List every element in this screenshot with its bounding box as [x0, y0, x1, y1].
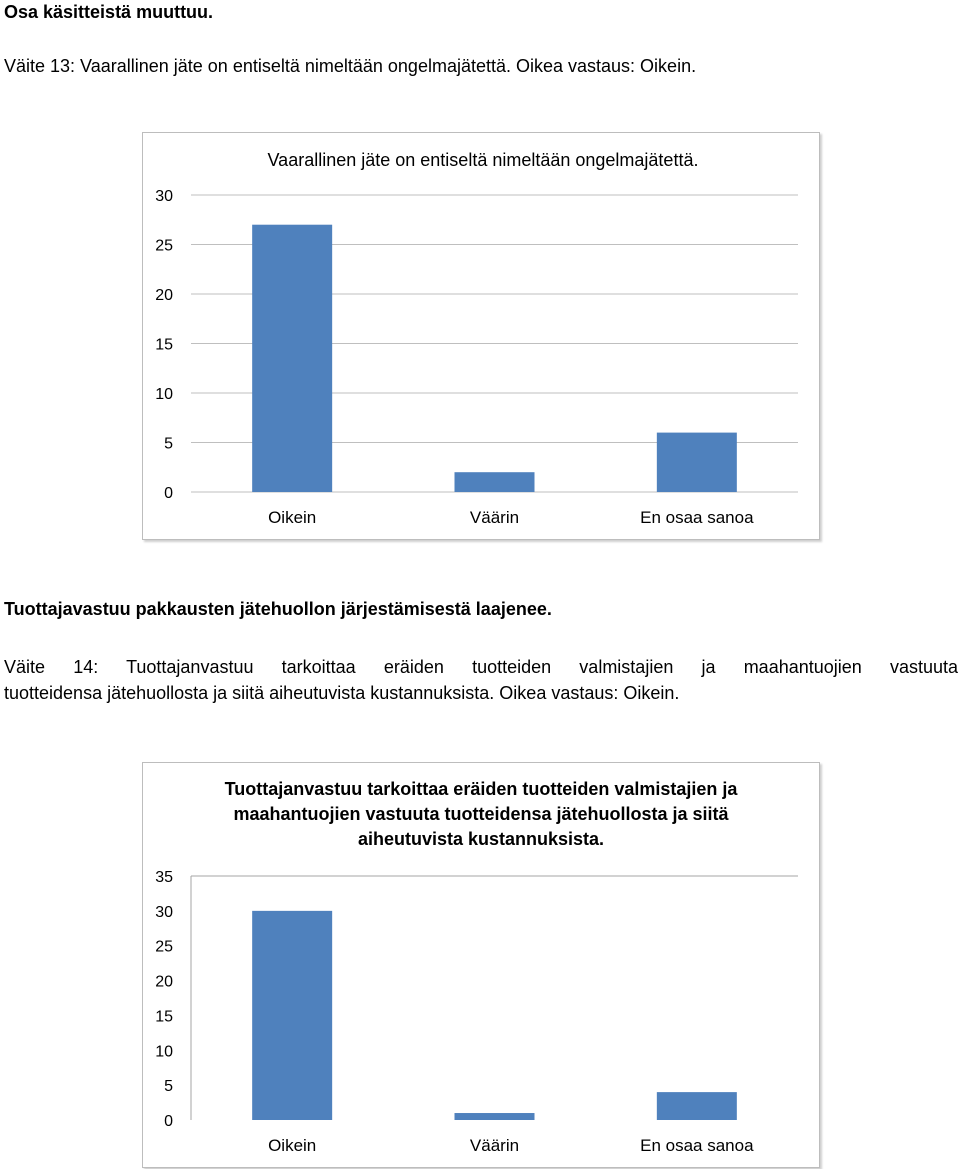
bar [455, 1113, 535, 1120]
bar-chart [143, 763, 819, 1167]
y-tick-label: 20 [155, 973, 173, 991]
statement-text: Väite 13: Vaarallinen jäte on entiseltä nimeltään ongelmajätettä. Oikea vastaus: Oikein. [4, 56, 697, 76]
y-tick-label: 25 [155, 938, 173, 956]
chart-2 [142, 762, 820, 1168]
y-tick-label: 20 [155, 287, 173, 304]
section-heading: Osa käsitteistä muuttuu. [4, 2, 214, 22]
bar-chart [143, 133, 819, 539]
y-tick-label: 35 [155, 869, 173, 886]
y-tick-label: 15 [155, 1008, 173, 1026]
y-tick-label: 10 [155, 1043, 173, 1061]
x-category-label: Väärin [469, 508, 520, 527]
y-tick-label: 5 [164, 435, 173, 453]
y-tick-label: 30 [155, 188, 173, 205]
y-tick-label: 25 [155, 237, 173, 255]
chart-title-line: Tuottajanvastuu tarkoittaa eräiden tuotteiden valmistajien ja [224, 779, 738, 799]
chart-title: Vaarallinen jäte on entiseltä nimeltään ongelmajätettä. [267, 150, 699, 170]
bar [657, 1092, 737, 1120]
y-tick-label: 0 [164, 1113, 173, 1130]
y-tick-label: 15 [155, 336, 173, 354]
y-tick-label: 10 [155, 386, 173, 403]
statement-text [4, 654, 958, 706]
x-category-label: En osaa sanoa [640, 508, 754, 527]
x-category-label: En osaa sanoa [640, 1136, 754, 1155]
bar [252, 225, 332, 492]
x-category-label: Oikein [268, 1136, 317, 1155]
bar [455, 472, 535, 492]
x-category-label: Väärin [469, 1136, 520, 1155]
y-tick-label: 0 [164, 485, 173, 502]
bar [657, 433, 737, 492]
chart-1 [142, 132, 820, 540]
y-tick-label: 5 [164, 1078, 173, 1096]
chart-title-line: maahantuojien vastuuta tuotteidensa jätehuollosta ja siitä [233, 804, 729, 824]
statement-line: tuotteidensa jätehuollosta ja siitä aiheutuvista kustannuksista. Oikea vastaus: Oikein. [4, 683, 680, 703]
x-category-label: Oikein [268, 508, 317, 527]
chart-title-line: aiheutuvista kustannuksista. [357, 829, 605, 849]
section-heading: Tuottajavastuu pakkausten jätehuollon järjestämisestä laajenee. [4, 599, 552, 619]
statement-line: Väite 14: Tuottajanvastuu tarkoittaa eräiden tuotteiden valmistajien ja maahantuojien vastuuta [4, 657, 958, 677]
y-tick-label: 30 [155, 903, 173, 921]
bar [252, 911, 332, 1120]
